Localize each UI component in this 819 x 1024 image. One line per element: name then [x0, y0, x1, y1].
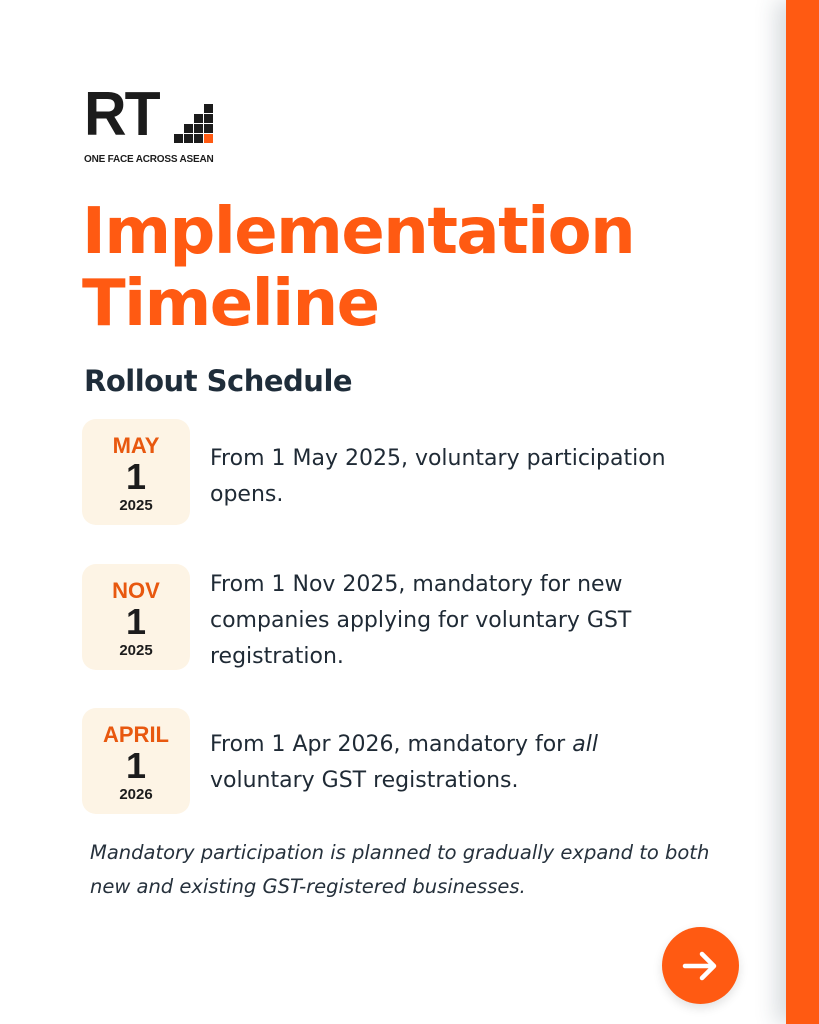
next-button[interactable]: [662, 927, 739, 1004]
logo-tagline: ONE FACE ACROSS ASEAN: [84, 154, 214, 165]
date-year: 2025: [119, 642, 153, 659]
date-year: 2026: [119, 786, 153, 803]
page-title: Implementation Timeline: [82, 195, 635, 341]
section-subtitle: Rollout Schedule: [84, 364, 353, 398]
description-text: From 1 Apr 2026, mandatory for: [210, 732, 573, 757]
bar-chart-logo-icon: [174, 104, 214, 144]
date-year: 2025: [119, 497, 153, 514]
date-month: MAY: [112, 433, 160, 458]
date-month: NOV: [112, 578, 160, 603]
description-emphasis: all: [572, 732, 598, 757]
footnote: Mandatory participation is planned to gradually expand to both new and existing GST-registered businesses.: [90, 841, 710, 898]
date-tile: [82, 419, 190, 525]
brand-logo: [84, 80, 219, 170]
date-tile: [82, 564, 190, 670]
date-day: 1: [125, 745, 147, 786]
accent-bar: [786, 0, 819, 1024]
date-day: 1: [125, 601, 147, 642]
date-day: 1: [125, 456, 147, 497]
date-tile: [82, 708, 190, 814]
timeline-description: [210, 727, 680, 799]
arrow-right-icon: [681, 948, 721, 984]
timeline-description: From 1 Nov 2025, mandatory for new companies applying for voluntary GST registration.: [210, 572, 632, 669]
description-text: voluntary GST registrations.: [210, 768, 519, 793]
timeline-description: From 1 May 2025, voluntary participation opens.: [210, 446, 666, 507]
date-month: APRIL: [103, 722, 169, 747]
logo-letters: RT: [84, 80, 159, 149]
